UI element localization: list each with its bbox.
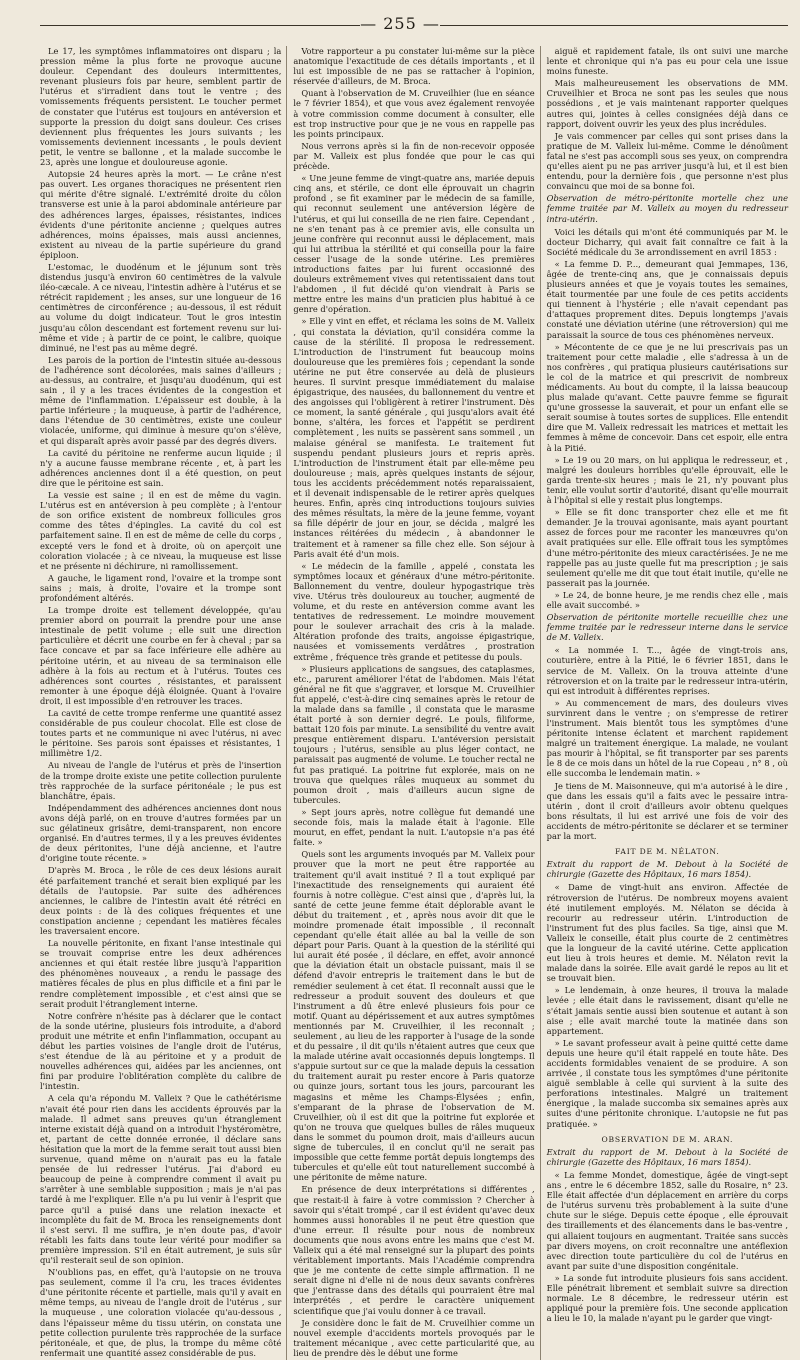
column-middle xyxy=(293,46,534,1360)
paragraph: Quant à l'observation de M. Cruveilhier (lue en séance le 7 février 1854), et que vous avez également renvoyée à votre commission comme document à consulter, elle est trop instructive pour que je ne vous en rappelle pas les points principaux. xyxy=(293,88,535,139)
paragraph: Quels sont les arguments invoqués par M. Valleix pour prouver que la mort ne peut être rapportée au traitement qu'il avait institué ? Il a tout expliqué par l'inexactitude des renseignements qui auraient été fournis à notre collègue. C'est ainsi que , d'après lui, la santé de cette jeune femme était déplorable avant le début du traitement , et , après nous avoir dit que le moindre promenade était impossible , il reconnaît cependant qu'elle était allée au bal la veille de son départ pour Paris. Quant à la question de la stérilité qui lui aurait été posée , il déclare, en effet, avoir annoncé que la déviation était un obstacle puissant, mais il se défend d'avoir entrepris le traitement dans le but de remédier seulement à cet état. Il reconnaît aussi que le redresseur a produit souvent des douleurs et que l'instrument a dû être enlevé plusieurs fois pour ce motif. Quant au dépérissement et aux autres symptômes mentionnés par M. Cruveilhier, il les reconnaît ; seulement , au lieu de les rapporter à l'usage de la sonde et du pessaire , il dit qu'ils n'étaient autres que ceux que la malade utérine avait occasionnés depuis longtemps. Il s'appuie surtout sur ce que la malade depuis la cessation du traitement aurait pu rester encore à Paris quatorze ou quinze jours, sortant tous les jours, parcourant les magasins et même les Champs-Élysées ; enfin, s'emparant de la phrase de l'observation de M. Cruveilhier, où il est dit que la poitrine fut explorée et qu'on ne trouva que quelques bulles de râles muqueux dans le sommet du poumon droit, mais d'ailleurs aucun signe de tubercules, il en conclut qu'il ne serait pas impossible que cette femme portât depuis longtemps des tubercules et qu'elle eût tout naturellement succombé à une péritonite de même nature. xyxy=(293,849,535,1183)
paragraph: « La nommée I. T..., âgée de vingt-trois ans, couturière, entre à la Pitié, le 6 février 1851, dans le service de M. Valleix. On la trouva atteinte d'une rétroversion et on la traite par le redresseur intra-utérin, qui est introduit à différentes reprises. xyxy=(546,645,788,696)
observation-title: Extrait du rapport de M. Debout à la Société de chirurgie (Gazette des Hôpitaux, 16 mars 1854). xyxy=(546,859,788,880)
paragraph: L'estomac, le duodénum et le jéjunum sont très distendus jusqu'à environ 60 centimètres de la valvule iléo-cæcale. A ce niveau, l'intestin adhère à l'utérus et se rétrécit rapidement ; les anses, sur une longueur de 16 centimètres de circonférence ; au-dessous, il est réduit au volume du doigt indicateur. Tout le gros intestin jusqu'au côlon descendant est fortement revenu sur lui-même et vide ; à partir de ce point, le calibre, quoique diminué, ne l'est pas au même degré. xyxy=(40,261,282,353)
paragraph: A cela qu'a répondu M. Valleix ? Que le cathétérisme n'avait été pour rien dans les accidents éprouvés par la malade. Il admet sans preuves qu'un étranglement interne existait déjà quand on a introduit l'hystéromètre, et, partant de cette donnée erronée, il déclare sans hésitation que la mort de la femme serait tout aussi bien survenue, quand même on n'aurait pas eu la fatale pensée de lui redresser l'utérus. J'ai d'abord eu beaucoup de peine à comprendre comment il avait pu s'arrêter à une semblable supposition ; mais je n'ai pas tardé à me l'expliquer. Elle n'a pu lui venir à l'esprit que parce qu'il a puisé dans une relation inexacte et incomplète du fait de M. Broca les renseignements dont il s'est servi. Il me suffira, je n'en doute pas, d'avoir rétabli les faits dans toute leur vérité pour modifier sa première impression. S'il en était autrement, je suis sûr qu'il resterait seul de son opinion. xyxy=(40,1093,282,1265)
paragraph: N'oublions pas, en effet, qu'à l'autopsie on ne trouva pas seulement, comme il l'a cru, les traces évidentes d'une péritonite récente et partielle, mais qu'il y avait en même temps, au niveau de l'angle droit de l'utérus , sur la muqueuse , une coloration violacée qu'au-dessous , dans l'épaisseur même du tissu utérin, on constata une petite collection purulente très rapprochée de la surface péritonéale, et que, de plus, la trompe du même côté renfermait une quantité assez considérable de pus. xyxy=(40,1267,282,1358)
column-left xyxy=(40,46,281,1360)
paragraph: Au niveau de l'angle de l'utérus et près de l'insertion de la trompe droite existe une petite collection purulente très rapprochée de la surface péritonéale ; le pus est blanchâtre, épais. xyxy=(40,760,282,801)
paragraph: Nous verrons après si la fin de non-recevoir opposée par M. Valleix est plus fondée que pour le cas qui précède. xyxy=(293,140,535,172)
paragraph: « La femme D. P..., demeurant quai Jemmapes, 136, âgée de trente-cinq ans, que je connaissais depuis plusieurs années et que je voyais toutes les semaines, était tourmentée par une foule de ces petits accidents qui tiennent à l'hystérie ; elle n'avait cependant pas d'attaques proprement dites. Depuis longtemps j'avais constaté une déviation utérine (une rétroversion) qui me paraissait la source de tous ces phénomènes nerveux. xyxy=(546,258,788,340)
paragraph: Mais malheureusement les observations de MM. Cruveilhier et Broca ne sont pas les seules que nous possédions , et je vais maintenant rapporter quelques autres qui, jointes à celles consignées déjà dans ce rapport, doivent ouvrir les yeux des plus incrédules. xyxy=(546,78,788,129)
observation-title: Observation de péritonite mortelle recueillie chez une femme traitée par le redresseur interne dans le service de M. Valleix. xyxy=(546,612,788,643)
paragraph: » Le 19 ou 20 mars, on lui appliqua le redresseur, et , malgré les douleurs horribles qu'elle éprouvait, elle le garda trente-six heures ; mais le 21, n'y pouvant plus tenir, elle voulut sortir d'autorité, disant qu'elle mourrait à l'hôpital si elle y restait plus longtemps. xyxy=(546,454,788,506)
paragraph: » Sept jours après, notre collègue fut demandé une seconde fois, mais la malade était à l'agonie. Elle mourut, en effet, pendant la nuit. L'autopsie n'a pas été faite. » xyxy=(293,806,535,848)
header-rule-left xyxy=(40,25,360,26)
section-heading: OBSERVATION DE M. ARAN. xyxy=(601,1134,734,1144)
paragraph: » Mécontente de ce que je ne lui prescrivais pas un traitement pour cette maladie , elle s'adressa à un de nos confrères , qui pratiqua plusieurs cautérisations sur le col de la matrice et qui prescrivit de nombreux médicaments. Au bout du compte, il la laissa beaucoup plus malade qu'avant. Cette pauvre femme se figurait qu'une grossesse la sauverait, et pour un enfant elle se serait soumise à toutes sortes de supplices. Elle entendit dire que M. Valleix redressait les matrices et mettait les femmes à même de concevoir. Dans cet espoir, elle entra à la Pitié. xyxy=(546,341,788,453)
paragraph: La cavité du péritoine ne renferme aucun liquide ; il n'y a aucune fausse membrane récente , et, à part les adhérences anciennes dont il a été question, on peut dire que le péritoine est sain. xyxy=(40,447,282,488)
observation-title: Extrait du rapport de M. Debout à la Société de chirurgie (Gazette des Hôpitaux, 16 mars 1854). xyxy=(546,1146,788,1167)
paragraph: La vessie est saine ; il en est de même du vagin. L'utérus est en antéversion à peu complète ; à l'entour de son orifice existent de nombreux follicules gros comme des têtes d'épingles. La cavité du col est parfaitement saine. Il en est de même de celle du corps , excepté vers le fond et à droite, où on aperçoit une coloration violacée ; à ce niveau, la muqueuse est lisse et ne présente ni déchirure, ni ramollissement. xyxy=(40,490,282,571)
paragraph: Autopsie 24 heures après la mort. — Le crâne n'est pas ouvert. Les organes thoraciques ne présentent rien qui mérite d'être signalé. L'extrémité droite du côlon transverse est unie à la paroi abdominale antérieure par des adhérences larges, épaisses, résistantes, indices évidents d'une péritonite ancienne ; quelques autres adhérences, moins épaisses, mais aussi anciennes, existent au niveau de la partie supérieure du grand épiploon. xyxy=(40,169,282,260)
paragraph: Je tiens de M. Maisonneuve, qui m'a autorisé à le dire , que dans les essais qu'il a faits avec le pessaire intra-utérin , dont il croit d'ailleurs avoir obtenu quelques bons résultats, il lui est arrivé une fois de voir des accidents de métro-péritonite se déclarer et se terminer par la mort. xyxy=(546,780,788,842)
paragraph: Voici les détails qui m'ont été communiqués par M. le docteur Dicharry, qui avait fait connaître ce fait à la Société médicale du 3e arrondissement en avril 1853 : xyxy=(546,226,788,257)
paragraph: Le 17, les symptômes inflammatoires ont disparu ; la pression même la plus forte ne provoque aucune douleur. Cependant des douleurs intermittentes, revenant plusieurs fois par heure, semblent partir de l'utérus et s'irradient dans tout le ventre ; des vomissements fréquents persistent. Le toucher permet de constater que l'utérus est toujours en antéversion et supporte la pression du doigt sans douleur. Ces crises deviennent plus fréquentes les jours suivants ; les vomissements deviennent incessants , le pouls devient petit, le ventre se ballonne , et la malade succombe le 23, après une longue et douloureuse agonie. xyxy=(40,46,282,168)
page-number: — 255 — xyxy=(360,14,440,33)
column-right xyxy=(547,46,788,1360)
paragraph: D'après M. Broca , le rôle de ces deux lésions aurait été parfaitement tranché et serait bien expliqué par les détails de l'autopsie. Par suite des adhérences anciennes, le calibre de l'intestin avait été rétréci en deux points : de là des coliques fréquentes et une constipation ancienne ; cependant les matières fécales les traversaient encore. xyxy=(40,865,282,936)
paragraph: » Le 24, de bonne heure, je me rendis chez elle , mais elle avait succombé. » xyxy=(546,589,788,610)
paragraph: » Elle se fit donc transporter chez elle et me fit demander. Je la trouvai agonisante, mais ayant pourtant assez de forces pour me raconter les manœuvres qu'on avait pratiquées sur elle. Elle offrait tous les symptômes d'une métro-péritonite des mieux caractérisées. Je ne me rappelle pas au juste quelle fut ma prescription ; je sais seulement qu'elle me dit que tout était inutile, qu'elle ne passerait pas la journée. xyxy=(546,507,788,588)
paragraph: En présence de deux interprétations si différentes , que restait-il à faire à votre commission ? Chercher à savoir qui s'était trompé , car il est évident qu'avec deux hommes aussi honorables il ne peut être question que d'une erreur. Il résulte pour nous de nombreux documents que nous avons entre les mains que c'est M. Valleix qui a été mal renseigné sur la plupart des points véritablement importants. Mais l'Académie comprendra que je me contente de cette simple affirmation. Il ne serait digne ni d'elle ni de nous deux savants confrères que j'entrasse dans des détails qui pourraient être mal interprétés , et perdre le caractère uniquement scientifique que j'ai voulu donner à ce travail. xyxy=(293,1184,535,1316)
paragraph: « Dame de vingt-huit ans environ. Affectée de rétroversion de l'utérus. De nombreux moyens avaient été inutilement employés. M. Nélaton se décida à recourir au redresseur utérin. L'introduction de l'instrument fut des plus faciles. Sa tige, ainsi que M. Valleix le conseille, était plus courte de 2 centimètres que la longueur de la cavité utérine. Cette application eut lieu à trois heures et demie. M. Nélaton revit la malade dans la soirée. Elle avait gardé le repos au lit et se trouvait bien. xyxy=(546,882,788,984)
paragraph: Je vais commencer par celles qui sont prises dans la pratique de M. Valleix lui-même. Comme le dénoûment fatal ne s'est pas accompli sous ses yeux, on comprendra qu'elles aient pu ne pas arriver jusqu'à lui, et il est bien entendu, pour la dernière fois , que personne n'est plus convaincu que moi de sa bonne foi. xyxy=(546,130,788,192)
observation-title: Observation de métro-péritonite mortelle chez une femme traitée par M. Valleix au moyen du redresseur intra-utérin. xyxy=(546,193,788,224)
header-rule-right xyxy=(440,25,788,26)
paragraph: La cavité de cette trompe renferme une quantité assez considérable de pus couleur chocolat. Elle est close de toutes parts et ne communique ni avec l'utérus, ni avec le péritoine. Ses parois sont épaisses et résistantes, 1 millimètre 1/2. xyxy=(40,708,282,759)
text-columns xyxy=(40,46,788,1358)
paragraph: » Le savant professeur avait à peine quitté cette dame depuis une heure qu'il était rappelé en toute hâte. Des accidents formidables venaient de se produire. A son arrivée , il constate tous les symptômes d'une péritonite aiguë semblable à celle qui survient à la suite des perforations intestinales. Malgré un traitement énergique , la malade succomba six semaines après aux suites d'une péritonite chronique. L'autopsie ne fut pas pratiquée. » xyxy=(546,1037,788,1129)
paragraph: » La sonde fut introduite plusieurs fois sans accident. Elle pénétrait librement et semblait suivre sa direction normale. Le 8 décembre, le redresseur utérin est appliqué pour la première fois. Une seconde application a lieu le 10, la malade n'ayant pu le garder que vingt- xyxy=(546,1272,788,1324)
paragraph: « Une jeune femme de vingt-quatre ans, mariée depuis cinq ans, et stérile, ce dont elle éprouvait un chagrin profond , se fit examiner par le médecin de sa famille, qui reconnut seulement une antéversion légère de l'utérus, et qui lui conseilla de ne rien faire. Cependant , ne s'en tenant pas à ce premier avis, elle consulta un jeune confrère qui reconnut aussi le déplacement, mais qui lui attribua la stérilité et qui conseilla pour la faire cesser l'usage de la sonde utérine. Les premières introductions faites par lui furent occasionné des douleurs extrêmement vives qui retentissaient dans tout l'abdomen , il fut décidé qu'on viendrait à Paris se mettre entre les mains d'un praticien plus habitué à ce genre d'opération. xyxy=(293,173,535,315)
paragraph: Les parois de la portion de l'intestin située au-dessous de l'adhérence sont décolorées, mais saines d'ailleurs ; au-dessus, au contraire, et jusqu'au duodénum, qui est sain , il y a les traces évidentes de la congestion et même de l'inflammation. L'épaisseur est double, à la partie inférieure ; la muqueuse, à partir de l'adhérence, dans l'étendue de 30 centimètres, existe une couleur violacée, uniforme, qui diminue à mesure qu'on s'élève, et qui disparaît après avoir passé par des degrés divers. xyxy=(40,354,282,446)
page-header xyxy=(0,14,800,36)
paragraph: A gauche, le ligament rond, l'ovaire et la trompe sont sains ; mais, à droite, l'ovaire et la trompe sont profondément altérés. xyxy=(40,572,282,603)
paragraph: » Au commencement de mars, des douleurs vives survinrent dans le ventre ; on s'empresse de retirer l'instrument. Mais bientôt tous les symptômes d'une péritonite intense éclatent et marchent rapidement malgré un traitement énergique. La malade, ne voulant pas mourir à l'hôpital, se fit transporter par ses parents le 8 de ce mois dans un hôtel de la rue Copeau , n° 8 , où elle succomba le lendemain matin. » xyxy=(546,697,788,779)
paragraph: Je considère donc le fait de M. Cruveilhier comme un nouvel exemple d'accidents mortels provoqués par le traitement mécanique , avec cette particularité que, au lieu de prendre dès le début une forme xyxy=(293,1317,535,1358)
paragraph: aiguë et rapidement fatale, ils ont suivi une marche lente et chronique qui n'a pas eu pour cela une issue moins funeste. xyxy=(546,46,788,77)
paragraph: Votre rapporteur a pu constater lui-même sur la pièce anatomique l'exactitude de ces détails importants , et il lui est impossible de ne pas se rattacher à l'opinion, réservée d'ailleurs, de M. Broca. xyxy=(293,46,535,87)
paragraph: » Le lendemain, à onze heures, il trouva la malade levée ; elle était dans le ravissement, disant qu'elle ne s'était jamais sentie aussi bien soutenue et autant à son aise ; elle avait marché toute la matinée dans son appartement. xyxy=(546,985,788,1036)
paragraph: Indépendamment des adhérences anciennes dont nous avons déjà parlé, on en trouve d'autres formées par un suc gélatineux grisâtre, demi-transparent, non encore organisé. En d'autres termes, il y a les preuves évidentes de deux péritonites, l'une déjà ancienne, et l'autre d'origine toute récente. » xyxy=(40,802,282,864)
paragraph: » Elle y vint en effet, et réclama les soins de M. Valleix , qui constata la déviation, qu'il considéra comme la cause de la stérilité. Il proposa le redressement. L'introduction de l'instrument fut beaucoup moins douloureuse que les premières fois ; cependant la sonde utérine ne put être conservée au delà de plusieurs heures. Il survint presque immédiatement du malaise épigastrique, des nausées, du ballonnement du ventre et des angoisses qui l'obligèrent à retirer l'instrument. Dès ce moment, la santé générale , qui jusqu'alors avait été bonne, s'altéra, les forces et l'appétit se perdirent complètement , les nuits se passèrent sans sommeil , un malaise général se manifesta. Le traitement fut suspendu pendant plusieurs jours et repris après. L'introduction de l'instrument était par elle-même peu douloureuse ; mais, après quelques instants de séjour, tous les accidents précédemment notés reparaissaient, et il devenait indispensable de le retirer après quelques heures. Enfin, après cinq introductions toujours suivies des mêmes résultats, la mère de la jeune femme, voyant sa fille dépérir de jour en jour, se décida , malgré les instances réitérées du médecin , à abandonner le traitement et à ramener sa fille chez elle. Son séjour à Paris avait été d'un mois. xyxy=(293,316,535,559)
paragraph: La nouvelle péritonite, en fixant l'anse intestinale qui se trouvait comprise entre les deux adhérences anciennes et qui était restée libre jusqu'à l'apparition des phénomènes nouveaux , a rendu le passage des matières fécales de plus en plus difficile et a fini par le rendre complètement impossible , et c'est ainsi que se serait produit l'étranglement interne. xyxy=(40,938,282,1009)
paragraph: Notre confrère n'hésite pas à déclarer que le contact de la sonde utérine, plusieurs fois introduite, a d'abord produit une métrite et enfin l'inflammation, occupant au début les parties voisines de l'angle droit de l'utérus, s'est étendue de là au péritoine et y a produit de nouvelles adhérences qui, aidées par les anciennes, ont fini par produire l'oblitération complète du calibre de l'intestin. xyxy=(40,1010,282,1092)
paragraph: « Le médecin de la famille , appelé , constata les symptômes locaux et généraux d'une métro-péritonite. Ballonnement du ventre, douleur hypogastrique très vive. Utérus très douloureux au toucher, augmenté de volume, et du reste en antéversion comme avant les tentatives de redressement. Le moindre mouvement pour le soulever arrachait des cris à la malade. Altération profonde des traits, angoisse épigastrique, nausées et vomissements verdâtres , prostration extrême , fréquence très grande et petitesse du pouls. xyxy=(293,560,535,662)
paragraph: » Plusieurs applications de sangsues, des cataplasmes, etc., parurent améliorer l'état de l'abdomen. Mais l'état général ne fit que s'aggraver, et lorsque M. Cruveilhier fut appelé, c'est-à-dire cinq semaines après le retour de la malade dans sa famille , il constata que le marasme était porté à son dernier degré. Le pouls, filiforme, battait 120 fois par minute. La sensibilité du ventre avait presque entièrement disparu. L'antéversion persistait toujours ; l'utérus, sensible au plus léger contact, ne paraissait pas augmenté de volume. Le toucher rectal ne fut pas pratiqué. La poitrine fut explorée, mais on ne trouva que quelques râles muqueux au sommet du poumon droit , mais d'ailleurs aucun signe de tubercules. xyxy=(293,663,535,805)
paragraph: La trompe droite est tellement développée, qu'au premier abord on pourrait la prendre pour une anse intestinale de petit volume ; elle suit une direction particulière et décrit une courbe en fer à cheval ; par sa face concave et par sa face inférieure elle adhère au péritoine utérin, et au niveau de sa terminaison elle adhère à la fois au rectum et à l'utérus. Toutes ces adhérences sont courtes , résistantes, et paraissent remonter à une époque déjà éloignée. Quant à l'ovaire droit, il est impossible d'en retrouver les traces. xyxy=(40,605,282,706)
paragraph: « La femme Mondet, domestique, âgée de vingt-sept ans , entre le 6 décembre 1852, salle du Rosaire, n° 23. Elle était affectée d'un déplacement en arrière du corps de l'utérus survenu très probablement à la suite d'une chute sur le siége. Depuis cette époque , elle éprouvait des tiraillements et des élancements dans le bas-ventre , qui allaient toujours en augmentant. Traitée sans succès par divers moyens, on croit reconnaître une antéflexion avec direction toute particulière du col de l'utérus en avant par suite d'une disposition congénitale. xyxy=(546,1169,788,1271)
section-heading: FAIT DE M. NÉLATON. xyxy=(615,847,720,857)
